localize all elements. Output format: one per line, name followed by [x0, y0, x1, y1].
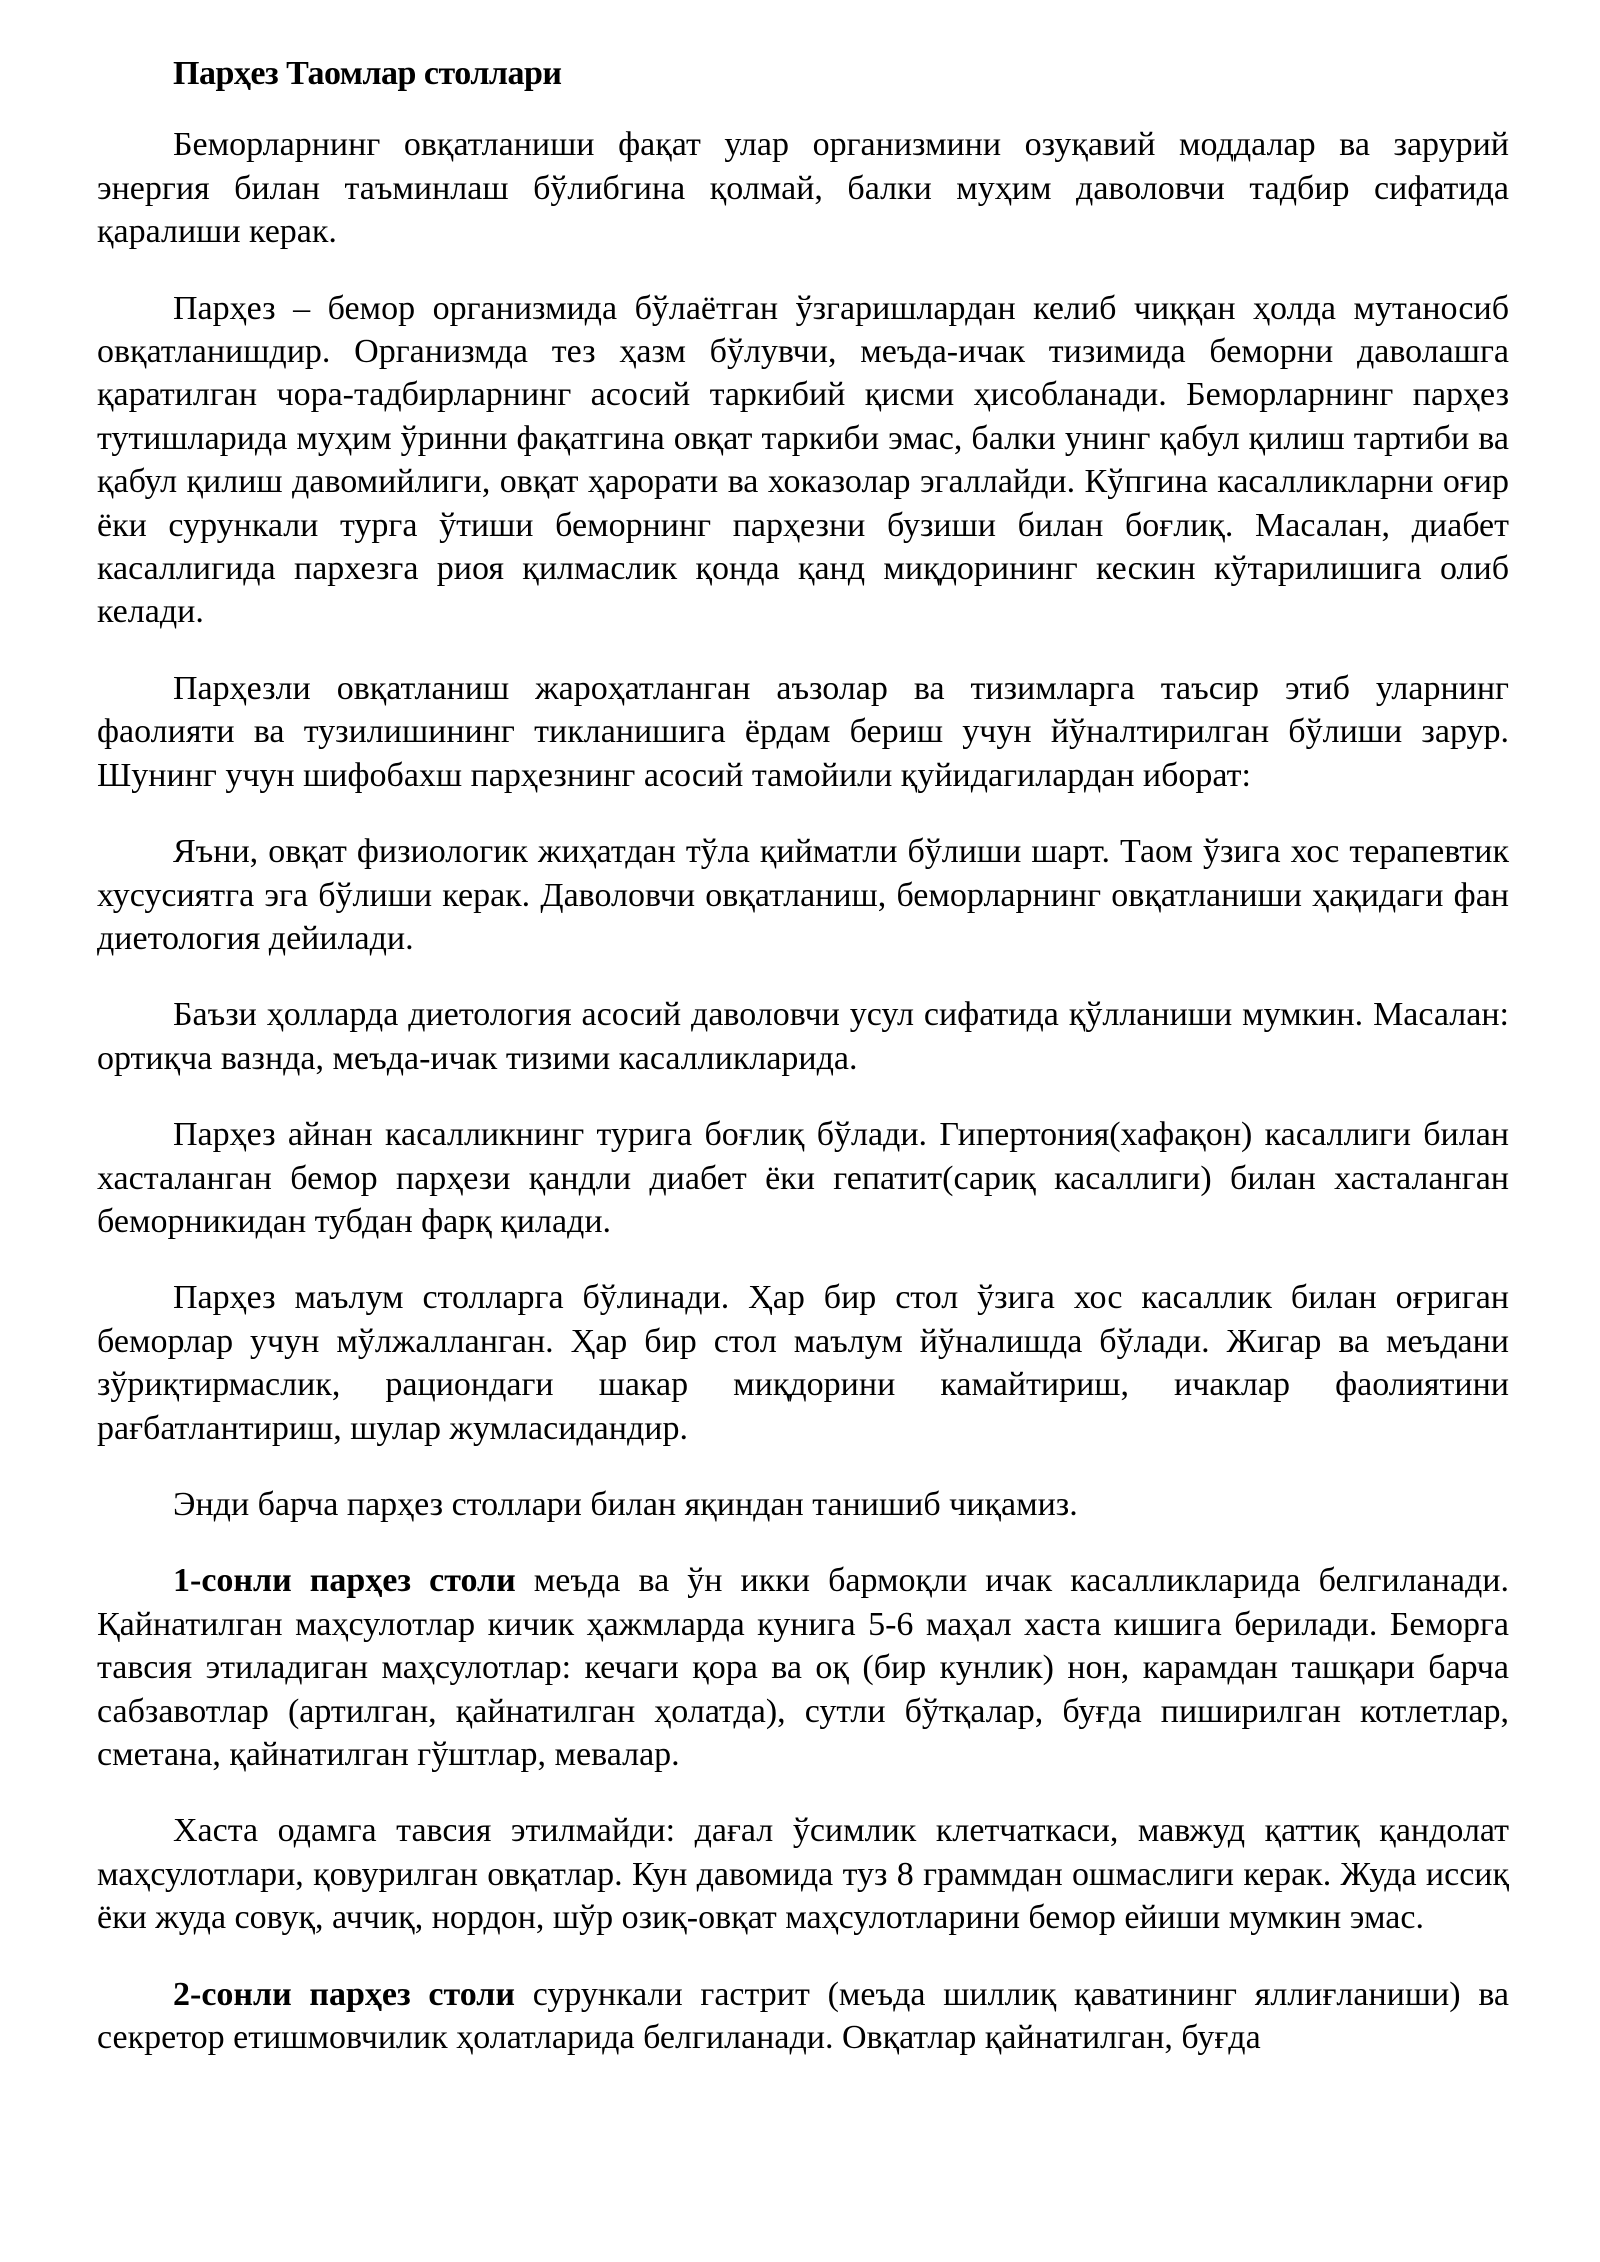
table-2-text: сурункали гастрит (меъда шиллиқ қаватининг яллиғланиши) ва секретор етишмовчилик ҳолатларида белгиланади. Овқатлар қайнатилган, буғда	[97, 1975, 1510, 2057]
paragraph-diet-tables: Парҳез маълум столларга бўлинади. Ҳар бир стол ўзига хос касаллик билан оғриган беморлар учун мўлжалланган. Ҳар бир стол маълум йўналишда бўлади. Жигар ва меъдани зўриқтирмаслик, рациондаги шакар миқдорини камайтириш, ичаклар фаолиятини рағбатлантириш, шулар жумласидандир.	[97, 1279, 1509, 1447]
table-1-heading: 1-сонли парҳез столи	[173, 1562, 516, 1600]
paragraph-tables-intro: Энди барча парҳез столлари билан яқиндан танишиб чиқамиз.	[173, 1485, 1078, 1523]
document-page	[97, 52, 1509, 2059]
paragraph-diet-principle: Парҳезли овқатланиш жароҳатланган аъзолар ва тизимларга таъсир этиб уларнинг фаолияти ва тузилишининг тикланишига ёрдам бериш учун йўналтирилган бўлиши зарур. Шунинг учун шифобахш парҳезнинг асосий тамойили қуйидагилардан иборат:	[97, 669, 1509, 794]
table-2-heading: 2-сонли парҳез столи	[173, 1975, 515, 2013]
table-1-text: меъда ва ўн икки бармоқли ичак касалликларида белгиланади. Қайнатилган маҳсулотлар кичик ҳажмларда кунига 5-6 маҳал хаста кишига берилади. Беморга тавсия этиладиган маҳсулотлар: кечаги қора ва оқ (бир кунлик) нон, карамдан ташқари барча сабзавотлар (артилган, қайнатилган ҳолатда), сутли бўтқалар, буғда пиширилган котлетлар, сметана, қайнатилган гўштлар, мевалар.	[97, 1562, 1510, 1773]
paragraph-table-1-restrictions: Хаста одамга тавсия этилмайди: дағал ўсимлик клетчаткаси, мавжуд қаттиқ қандолат маҳсулотлари, қовурилган овқатлар. Кун давомида туз 8 граммдан ошмаслиги керак. Жуда иссиқ ёки жуда совуқ, аччиқ, нордон, шўр озиқ-овқат маҳсулотларини бемор ейиши мумкин эмас.	[97, 1812, 1509, 1937]
paragraph-table-1	[97, 1559, 1509, 1776]
paragraph-dietology-usage: Баъзи ҳолларда диетология асосий даволовчи усул сифатида қўлланиши мумкин. Масалан: ортиқча вазнда, меъда-ичак тизими касалликларида.	[97, 996, 1509, 1077]
paragraph-table-2	[97, 1973, 1509, 2060]
paragraph-dietology: Яъни, овқат физиологик жиҳатдан тўла қийматли бўлиши шарт. Таом ўзига хос терапевтик хусусиятга эга бўлиши керак. Даволовчи овқатланиш, беморларнинг овқатланиши ҳақидаги фан диетология дейилади.	[97, 833, 1509, 957]
paragraph-nutrition-intro: Беморларнинг овқатланиши фақат улар организмини озуқавий моддалар ва зарурий энергия билан таъминлаш бўлибгина қолмай, балки муҳим даволовчи тадбир сифатида қаралиши керак.	[97, 126, 1509, 251]
paragraph-diet-disease-type: Парҳез айнан касалликнинг турига боғлиқ бўлади. Гипертония(хафақон) касаллиги билан хасталанган бемор парҳези қандли диабет ёки гепатит(сариқ касаллиги) билан хасталанган беморникидан тубдан фарқ қилади.	[97, 1116, 1509, 1240]
paragraph-diet-definition: Парҳез – бемор организмида бўлаётган ўзгаришлардан келиб чиққан ҳолда мутаносиб овқатланишдир. Организмда тез ҳазм бўлувчи, меъда-ичак тизимида беморни даволашга қаратилган чора-тадбирларнинг асосий таркибий қисми ҳисобланади. Беморларнинг парҳез тутишларида муҳим ўринни фақатгина овқат таркиби эмас, балки унинг қабул қилиш тартиби ва қабул қилиш давомийлиги, овқат ҳарорати ва хоказолар эгаллайди. Кўпгина касалликларни оғир ёки сурункали турга ўтиши беморнинг парҳезни бузиши билан боғлиқ. Масалан, диабет касаллигида пархезга риоя қилмаслик қонда қанд миқдорининг кескин кўтарилишига олиб келади.	[97, 289, 1509, 631]
document-title: Парҳез Таомлар столлари	[173, 55, 562, 92]
